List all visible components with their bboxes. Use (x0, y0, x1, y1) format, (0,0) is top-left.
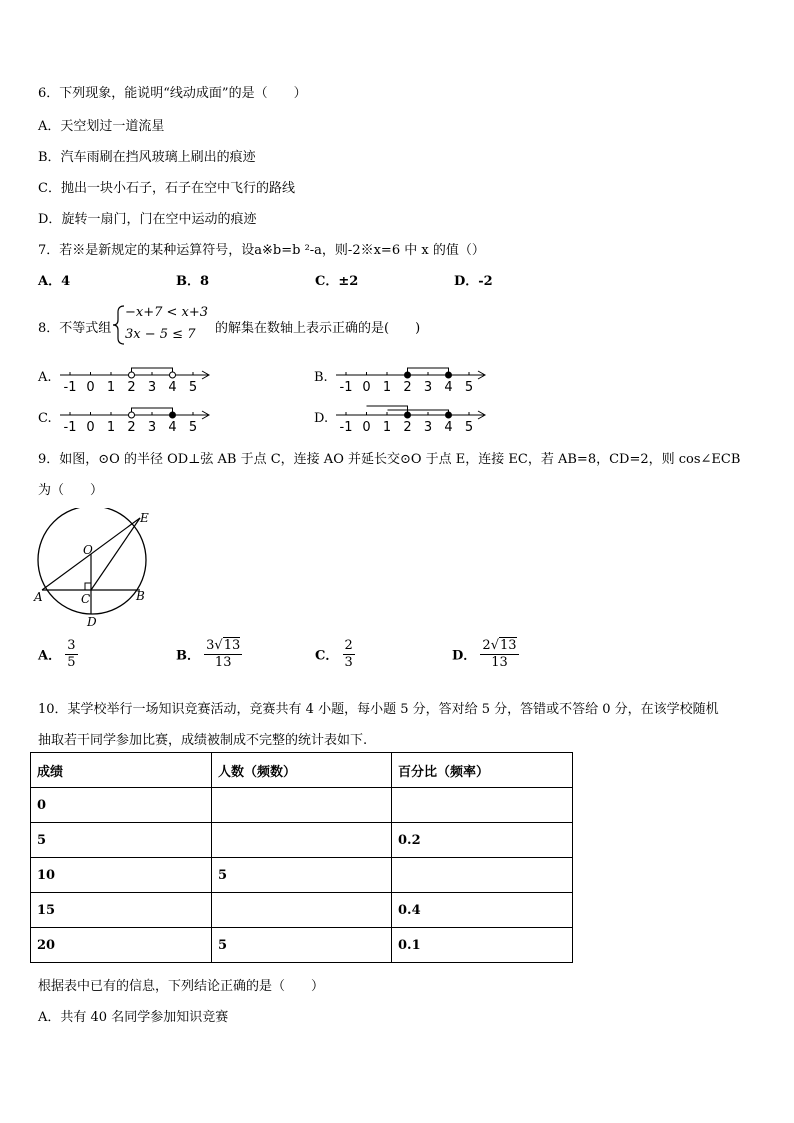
segment-ec (91, 518, 140, 590)
closed-endpoint (405, 372, 411, 378)
q9-option-d (452, 639, 519, 669)
fraction: $\frac{3√13}{13}$ (206, 638, 241, 670)
q6-option-d (38, 208, 256, 227)
label-o: O (83, 543, 93, 557)
tick-label: -1 (339, 420, 353, 435)
table-row (31, 928, 573, 963)
denominator: 13 (214, 654, 232, 670)
q8-stem-pre: 8．不等式组 (38, 321, 112, 336)
option-text: 汽车雨刷在挡风玻璃上刷出的痕迹 (60, 150, 256, 165)
tick-label: 1 (382, 420, 392, 435)
number-line-d (334, 398, 494, 440)
tick-label: -1 (63, 380, 77, 395)
table-cell: 5 (31, 823, 212, 858)
q9-stem-line1: 9．如图，⊙O 的半径 OD⊥弦 AB 于点 C，连接 AO 并延长交⊙O 于点 E，连接 EC，若 AB=8，CD=2，则 cos∠ECB (38, 452, 741, 467)
label-b: B (136, 589, 145, 603)
numerator-coefficient: 2 (482, 638, 491, 653)
fraction (343, 639, 355, 669)
option-letter: A． (38, 648, 62, 664)
table-cell: 15 (31, 893, 212, 928)
option-letter: B． (176, 274, 200, 289)
closed-endpoint (170, 412, 176, 418)
tick-label: 1 (106, 420, 116, 435)
closed-endpoint (446, 372, 452, 378)
tick-label: 3 (423, 420, 433, 435)
tick-label: 0 (362, 380, 371, 395)
tick-label: 0 (362, 420, 371, 435)
tick-label: 2 (403, 380, 412, 395)
tick-label: 5 (188, 380, 198, 395)
table-header-row (31, 753, 573, 788)
q6-option-b (38, 146, 256, 165)
tick-label: 2 (127, 380, 136, 395)
tick-label: 2 (127, 420, 136, 435)
table-cell: 5 (212, 858, 392, 893)
option-text: 抛出一块小石子，石子在空中飞行的路线 (60, 181, 295, 196)
q6-option-a (38, 115, 164, 134)
numerator-coefficient: 3 (206, 638, 215, 653)
tick-label: 5 (188, 420, 198, 435)
solution-bracket-right (388, 410, 449, 415)
option-letter: A． (38, 119, 61, 134)
table-cell: 0.1 (392, 928, 573, 963)
q9-option-c (315, 639, 355, 669)
number-line-a (58, 358, 218, 400)
q7-option-c (315, 270, 358, 289)
open-endpoint (129, 412, 135, 418)
tick-label: 0 (86, 420, 95, 435)
circle-o (38, 508, 146, 614)
closed-endpoint (446, 412, 452, 418)
q8-stem-post: 的解集在数轴上表示正确的是( ) (215, 321, 421, 336)
numerator-radicand: 13 (500, 638, 517, 653)
table-cell (392, 788, 573, 823)
tick-label: 1 (382, 380, 392, 395)
option-text: 旋转一扇门，门在空中运动的痕迹 (61, 212, 257, 227)
q10-stem-line2: 抽取若干同学参加比赛，成绩被制成不完整的统计表如下. (38, 733, 368, 748)
numerator: 3 (67, 638, 76, 653)
open-endpoint (129, 372, 135, 378)
option-text: -2 (478, 274, 493, 289)
option-letter: D． (452, 648, 477, 664)
option-letter: B． (38, 150, 61, 165)
tick-label: -1 (63, 420, 77, 435)
right-angle-mark (85, 583, 91, 590)
q8-inequality-1: −x+7 < x+3 (125, 305, 209, 320)
table-header-cell: 人数（频数） (212, 753, 392, 788)
q6-stem: 6．下列现象，能说明“线动成面”的是（ ） (38, 86, 307, 101)
fraction: $\frac{2√13}{13}$ (482, 638, 517, 670)
q7-option-d (454, 270, 493, 289)
q7-option-a (38, 270, 70, 289)
option-letter: A． (38, 274, 62, 289)
numerator-radicand: 13 (223, 638, 241, 653)
table-row (31, 858, 573, 893)
q7-option-b (176, 270, 209, 289)
tick-label: 4 (168, 420, 177, 435)
number-line-c (58, 398, 218, 440)
label-c: C (81, 592, 91, 606)
tick-label: 3 (147, 380, 157, 395)
label-d: D (87, 615, 97, 628)
table-row (31, 788, 573, 823)
number-line-b (334, 358, 494, 400)
closed-endpoint (405, 412, 411, 418)
table-cell: 20 (31, 928, 212, 963)
option-letter: C． (315, 648, 339, 664)
option-letter: D． (38, 212, 62, 227)
table-cell: 0 (31, 788, 212, 823)
tick-label: -1 (339, 380, 353, 395)
table-cell: 0.4 (392, 893, 573, 928)
option-text: 天空划过一道流星 (60, 119, 165, 134)
q10-option-a: A．共有 40 名同学参加知识竞赛 (38, 1010, 229, 1025)
label-e: E (140, 511, 149, 525)
table-row (31, 823, 573, 858)
table-row (31, 893, 573, 928)
q9-option-b (176, 639, 242, 669)
table-cell: 0.2 (392, 823, 573, 858)
q8-option-d-letter: D. (314, 411, 329, 426)
table-cell (212, 893, 392, 928)
option-letter: D． (454, 274, 479, 289)
tick-label: 1 (106, 380, 116, 395)
option-text: 4 (61, 274, 71, 289)
option-letter: C． (315, 274, 339, 289)
denominator: 5 (67, 654, 76, 670)
tick-label: 4 (444, 380, 453, 395)
q9-option-a (38, 639, 78, 669)
table-cell (392, 858, 573, 893)
q6-option-c (38, 177, 295, 196)
q8-option-b-letter: B. (314, 370, 328, 385)
table-cell: 10 (31, 858, 212, 893)
label-a: A (34, 590, 43, 604)
tick-label: 5 (464, 380, 474, 395)
tick-label: 4 (168, 380, 177, 395)
denominator: 3 (344, 654, 353, 670)
denominator: 13 (491, 654, 508, 670)
table-cell: 5 (212, 928, 392, 963)
tick-label: 3 (147, 420, 157, 435)
tick-label: 5 (464, 420, 474, 435)
table-header-cell: 成绩 (31, 753, 212, 788)
tick-label: 0 (86, 380, 95, 395)
option-text: ±2 (338, 274, 359, 289)
table-header-cell: 百分比（频率） (392, 753, 573, 788)
q10-followup: 根据表中已有的信息，下列结论正确的是（ ） (38, 979, 325, 994)
table-cell (212, 823, 392, 858)
tick-label: 2 (403, 420, 412, 435)
q8-option-c-letter: C. (38, 411, 52, 426)
q8-brace (112, 304, 126, 346)
option-text: 8 (200, 274, 210, 289)
fraction (65, 639, 77, 669)
q7-stem: 7．若※是新规定的某种运算符号，设a※b=b ²-a，则-2※x=6 中 x 的值（） (38, 243, 485, 258)
numerator: 2 (344, 638, 353, 653)
tick-label: 3 (423, 380, 433, 395)
table-cell (212, 788, 392, 823)
tick-label: 4 (444, 420, 453, 435)
q8-inequality-2: 3x − 5 ≤ 7 (125, 327, 196, 342)
open-endpoint (170, 372, 176, 378)
option-letter: C． (38, 181, 61, 196)
q10-stem-line1: 10．某学校举行一场知识竞赛活动，竞赛共有 4 小题，每小题 5 分，答对给 5 分，答错或不答给 0 分，在该学校随机 (38, 702, 719, 717)
q9-stem-line2: 为（ ） (38, 483, 104, 498)
q8-option-a-letter: A. (38, 370, 52, 385)
option-letter: B． (176, 648, 200, 664)
statistics-table (30, 752, 573, 963)
q9-circle-figure (30, 508, 160, 628)
